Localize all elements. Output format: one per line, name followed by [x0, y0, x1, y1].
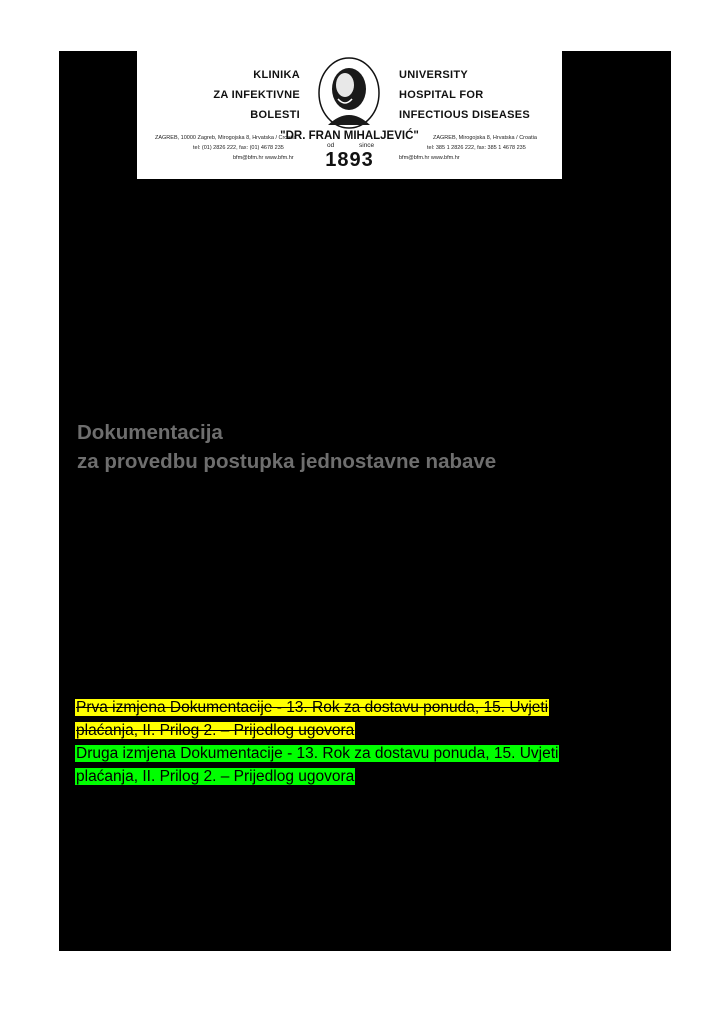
letterhead-right-line-3: INFECTIOUS DISEASES: [399, 109, 530, 121]
founder-portrait-logo: [314, 55, 384, 133]
letterhead-email-right: bfm@bfm.hr www.bfm.hr: [399, 155, 460, 161]
first-amendment-note: [75, 696, 549, 742]
letterhead-left-line-1: KLINIKA: [253, 69, 300, 81]
letterhead-right-line-1: UNIVERSITY: [399, 69, 469, 81]
letterhead-address-left: ZAGREB, 10000 Zagreb, Mirogojska 8, Hrvatska / Croatia: [155, 135, 297, 141]
letterhead: [137, 51, 562, 179]
hospital-name: "DR. FRAN MIHALJEVIĆ": [280, 130, 419, 142]
letterhead-email-left: bfm@bfm.hr www.bfm.hr: [233, 155, 294, 161]
second-amendment-note: [75, 742, 559, 788]
first-amendment-line-2: plaćanja, II. Prilog 2. – Prijedlog ugovora: [76, 722, 355, 739]
founding-year: 1893: [325, 149, 374, 171]
letterhead-address-right: ZAGREB, Mirogojska 8, Hrvatska / Croatia: [433, 135, 537, 141]
letterhead-phone-right: tel: 385 1 2826 222, fax: 385 1 4678 235: [427, 145, 526, 151]
page-background: [59, 51, 671, 951]
letterhead-left-line-2: ZA INFEKTIVNE: [213, 89, 300, 101]
since-label-hr: od: [327, 142, 335, 149]
document-title: [77, 418, 496, 476]
letterhead-left-line-3: BOLESTI: [250, 109, 300, 121]
second-amendment-line-2: plaćanja, II. Prilog 2. – Prijedlog ugovora: [76, 768, 355, 785]
letterhead-phone-left: tel: (01) 2826 222, fax: (01) 4678 235: [193, 145, 284, 151]
title-line-1: Dokumentacija: [77, 421, 223, 444]
title-line-2: za provedbu postupka jednostavne nabave: [77, 450, 497, 473]
first-amendment-line-1: Prva izmjena Dokumentacije - 13. Rok za dostavu ponuda, 15. Uvjeti: [76, 699, 549, 716]
since-label-en: since: [359, 142, 375, 149]
letterhead-right-line-2: HOSPITAL FOR: [399, 89, 484, 101]
second-amendment-line-1: Druga izmjena Dokumentacije - 13. Rok za dostavu ponuda, 15. Uvjeti: [76, 745, 559, 762]
